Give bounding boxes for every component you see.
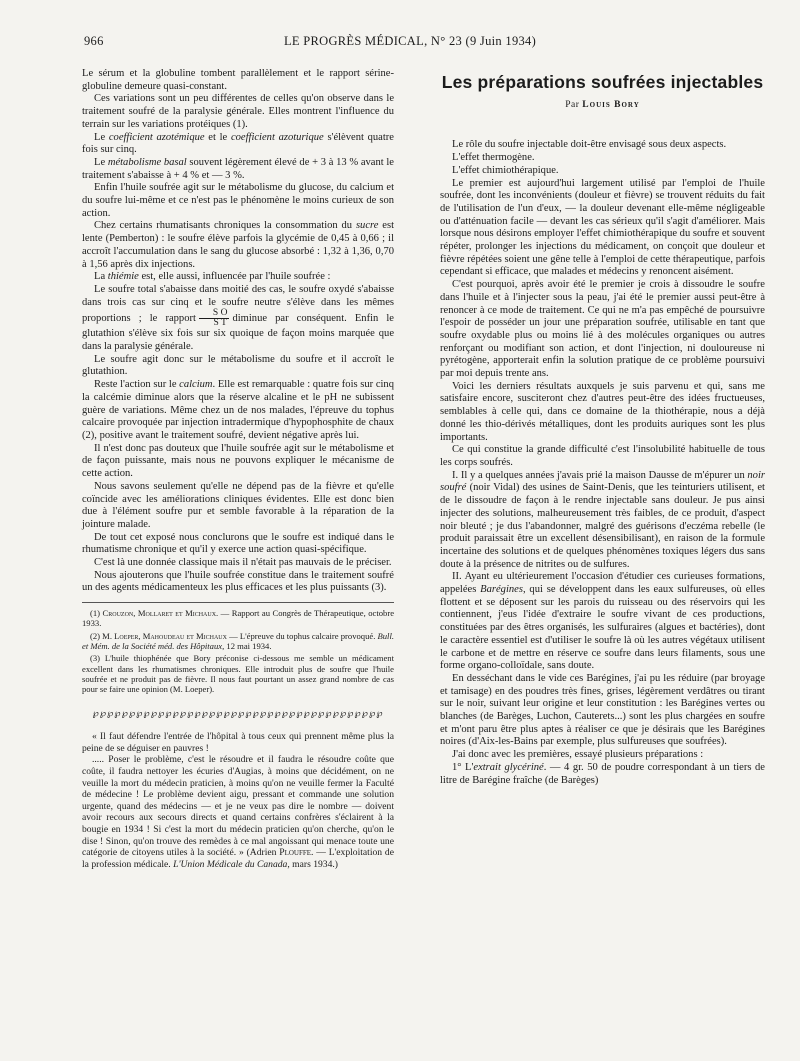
paragraph: Le rôle du soufre injectable doit-être envisagé sous deux aspects. [452, 139, 727, 151]
paragraph: Reste l'action sur le calcium. Elle est remarquable : quatre fois sur cinq la calcémie diminue alors que la réserve alcaline et le pH ne subissent guère de variations. Même chez un de nos malades, l'épreuve du tophus calcaire provoquée par injection intradermique d'hypophosphite de chaux (2), positive avant le traitement soufré, devient négative après lui. [82, 379, 394, 441]
author-name: Louis Bory [582, 99, 640, 110]
paragraph: Ces variations sont un peu différentes de celles qu'on observe dans le traitement soufré de la paralysie générale. Elles montrent l'influence du terrain sur les variations protéiques (1). [82, 93, 394, 130]
paragraph: J'ai donc avec les premières, essayé plusieurs préparations : [452, 749, 704, 761]
paragraph: Le premier est aujourd'hui largement utilisé par l'emploi de l'huile soufrée, dont les inconvénients (douleur et fièvre) se trouvent réduits du fait de l'utilisation de l'un d'eux, — la douleur devenant elle-même négligeable ou d'atténuation facile — devant les cas sérieux qu'il s'agit d'améliorer. Mais lorsque nous désirons employer l'effet chimiothérapique du soufre et souvent répéter, prolonger les injections du médicament, on conçoit que douleur et fièvre répétées soient une gêne telle à l'emploi de cette thérapeutique, parfois cependant si efficace, que malades et médecins y renoncent aisément. [440, 177, 765, 278]
paragraph: Le soufre agit donc sur le métabolisme du soufre et il accroît le glutathion. [82, 353, 394, 378]
ratio-fraction: $\frac{\text{S O}}{\text{S T}}$ [199, 309, 230, 328]
paragraph: Voici les derniers résultats auxquels je suis parvenu et qui, sans me satisfaire encore, susciteront chez d'autres peut-être des idées fructueuses, semblables à celle qui, dans ce domaine de la thiothérapie, nous a déjà donné les thio-dérivés métalliques, dont les produits auriques sont les plus importants. [440, 380, 765, 443]
left-column [82, 68, 394, 870]
paragraph: Le soufre total s'abaisse dans moitié des cas, le soufre oxydé s'abaisse dans trois cas sur cinq et le soufre neutre s'élève dans les mêmes proportions ; le rapport $\frac{\text{S O}}{\text{S T}}$ diminue par conséquent. Enfin le glutathion s'élève six fois sur six quoique de façon moins marquée que dans la paralysie générale. [82, 283, 394, 353]
paragraph: I. Il y a quelques années j'avais prié la maison Dausse de m'épurer un noir soufré (noir Vidal) des usines de Saint-Denis, que les teinturiers utilisent, et de le dissoudre de façon à le rendre injectable sans douleur. Je pus ainsi injecter des solutions, malheureusement très faibles, de ce produit, d'aspect noir bleuté ; je dus l'abandonner, malgré des guérisons d'eczéma rebelle (le produit paraissait être un excellent désensibilisant), en raison de la formule incertaine des solutions et de quelques phénomènes toxiques légers dus sans doute à la présence de nitrites ou de sulfures. [440, 469, 765, 570]
quotation-paragraph: ..... Poser le problème, c'est le résoudre et il faudra le résoudre coûte que coûte, il faudra nettoyer les écuries d'Augias, à moins que décidément, on ne veuille la mort du médecin praticien, à moins qu'on ne veuille fermer la Faculté de médecine ! Le problème devient aigu, pressant et commande une solution urgente, quand des médecins — et je ne veux pas dire le nombre — doivent avoir recours aux secours directs et quand certains confrères s'éclairent à la bougie en 1934 ! Si c'est la mort du médecin praticien qu'on cherche, qu'on le dise ! Sinon, qu'on trouve des remèdes à ce mal angoissant qui menace toute une catégorie de citoyens utiles à la société. » (Adrien Plouffe. — L'exploitation de la profession médicale. L'Union Médicale du Canada, mars 1934.) [82, 754, 394, 870]
paragraph: De tout cet exposé nous conclurons que le soufre est indiqué dans le rhumatisme chronique et qu'il y exerce une action quasi-spécifique. [82, 531, 394, 556]
footnote-divider [82, 602, 394, 603]
article-byline: Par Louis Bory [565, 99, 640, 110]
article-title: Les préparations soufrées injectables [441, 72, 764, 92]
quotation-block [82, 731, 394, 870]
paragraph: Enfin l'huile soufrée agit sur le métabolisme du glucose, du calcium et du soufre lui-même et ce n'est pas le phénomène le moins curieux de son action. [82, 182, 394, 219]
paragraph: La thiémie est, elle aussi, influencée par l'huile soufrée : [94, 271, 331, 283]
paragraph: L'effet chimiothérapique. [452, 164, 559, 176]
paragraph: C'est pourquoi, après avoir été le premier je crois à dissoudre le soufre dans l'huile et à l'injecter sous la peau, j'ai été le premier aussi peut-être à renoncer à ce mode de traitement. Ce qui ne m'a pas empêché de poursuivre l'espoir de posséder un jour une préparation soufrée, utilisable en tant que soufre oxydable plus ou moins lié à des molécules organiques ou autres renforçant ou modifiant son action, et dont l'injection, ni douloureuse ni pyrétogène, apporterait enfin la solution pratique de ce problème poursuivi par moi depuis trente ans. [440, 279, 765, 380]
right-column [440, 72, 765, 787]
paragraph: Il n'est donc pas douteux que l'huile soufrée agit sur le métabolisme et de façon puissante, mais nous ne pouvons expliquer le mécanisme de cette action. [82, 442, 394, 480]
paragraph: Ce qui constitue la grande difficulté c'est l'insolubilité habituelle de tous les corps soufrés. [440, 444, 765, 468]
paragraph: Nous ajouterons que l'huile soufrée constitue dans le traitement soufré un des agents médicamenteux les plus efficaces et les plus puissants (3). [82, 569, 394, 594]
paragraph: Chez certains rhumatisants chroniques la consommation du sucre est lente (Pemberton) : le soufre élève parfois la glycémie de 0,45 à 0,66 ; il accroît l'accumulation dans le sang du glucose absorbé : 1,32 à 1,36, 0,70 à 1,56 après dix injections. [82, 220, 395, 270]
footnote: (3) L'huile thiophénée que Bory préconise ci-dessous me semble un médicament excellent dans les rhumatismes chroniques. Elle introduit plus de soufre que l'huile soufrée et ne produit pas de fièvre. Il nous faut pourtant un assez grand nombre de cas pour se faire une opinion (M. Loeper). [82, 653, 394, 695]
ornamental-divider: ℘℘℘℘℘℘℘℘℘℘℘℘℘℘℘℘℘℘℘℘℘℘℘℘℘℘℘℘℘℘℘℘℘℘℘℘℘℘℘℘ [92, 707, 384, 718]
paragraph: 1° L'extrait glycériné. — 4 gr. 50 de poudre correspondant à un tiers de litre de Barégine fraîche (de Barèges) [440, 761, 765, 786]
running-header [60, 34, 760, 54]
paragraph: L'effet thermogène. [452, 152, 535, 164]
quotation-paragraph: « Il faut défendre l'entrée de l'hôpital à tous ceux qui prennent même plus la peine de se déguiser en pauvres ! [82, 731, 394, 754]
paragraph: II. Ayant eu ultérieurement l'occasion d'étudier ces curieuses formations, appelées Barégines, qui se développent dans les eaux sulfureuses, où elles flottent et se déposent sur les parois du ruisseau ou des réservoirs qui les contiennent, j'eus l'idée d'extraire le soufre vivant de ces productions, constituées par des êtres organisés, les sulfuraires (algues et bactéries), dont le caractère essentiel est d'utiliser le soufre là où les autres végétaux utilisent le carbone et de mettre en réserve ce soufre dans leurs filaments, sous une forme organo-colloïdale, sans doute. [440, 571, 765, 672]
running-head-title: LE PROGRÈS MÉDICAL, N° 23 (9 Juin 1934) [283, 34, 537, 48]
paragraph: Le coefficient azotémique et le coefficient azoturique s'élèvent quatre fois sur cinq. [82, 131, 394, 156]
footnotes [82, 608, 394, 694]
paragraph: Le sérum et la globuline tombent parallèlement et le rapport sérine-globuline demeure quasi-constant. [82, 68, 394, 92]
page-number: 966 [84, 34, 104, 48]
paragraph: Le métabolisme basal souvent légèrement élevé de + 3 à 13 % avant le traitement s'abaisse à + 4 % et — 3 %. [82, 156, 394, 181]
paragraph: C'est là une donnée classique mais il n'était pas mauvais de le préciser. [94, 557, 392, 569]
paragraph: Nous savons seulement qu'elle ne dépend pas de la fièvre et qu'elle coïncide avec les améliorations cliniques évidentes. Elle est donc bien due à l'élément soufre pur et semble favorable à la réparation de la jointure malade. [82, 480, 394, 530]
footnote: (1) Crouzon, Mollaret et Michaux. — Rapport au Congrès de Thérapeutique, octobre 1933. [82, 608, 395, 629]
paragraph: En desséchant dans le vide ces Barégines, j'ai pu les réduire (par broyage et tamisage) en des poudres très fines, grises, légèrement verdâtres ou tirant sur le noir, suivant leur origine et leur constitution : les Barégines vertes ou blanches (de Barèges, Luchon, Cauterets...) sont les plus chargées en soufre et m'ont paru être plus aptes à réaliser ce que je désirais que les Barégines noires (d'Aix-les-Bains par exemple, plus sulfureuses que soufrées). [440, 672, 765, 748]
footnote: (2) M. Loeper, Mahoudeau et Michaux — L'épreuve du tophus calcaire provoqué. Bull. et Mém. de la Société méd. des Hôpitaux, 12 mai 1934. [82, 630, 394, 652]
